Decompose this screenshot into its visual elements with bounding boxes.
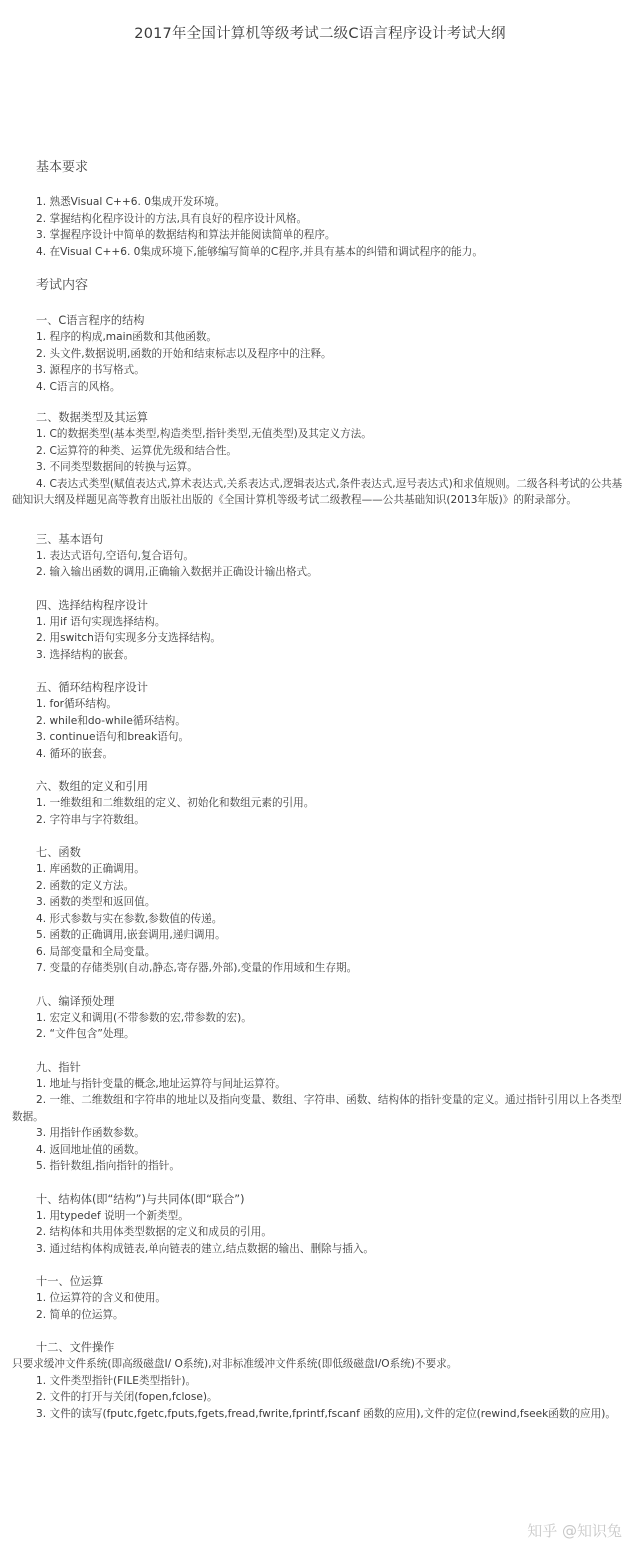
basic-requirements-heading: 基本要求 [36, 160, 89, 175]
watermark: 知乎 @知识兔 [527, 1522, 622, 1540]
list-item: 5. 函数的正确调用,嵌套调用,递归调用。 [36, 929, 226, 941]
list-item: 3. 源程序的书写格式。 [36, 364, 145, 376]
page-title: 2017年全国计算机等级考试二级C语言程序设计考试大纲 [134, 26, 506, 42]
document-body [12, 158, 632, 1422]
chapter-heading: 九、指针 [36, 1060, 81, 1074]
chapter-heading: 十一、位运算 [36, 1275, 104, 1288]
list-item: 4. 在Visual C++6. 0集成环境下,能够编写简单的C程序,并具有基本的纠错和调试程序的能力。 [36, 245, 483, 258]
chapter-heading: 五、循环结构程序设计 [36, 681, 148, 694]
list-item: 6. 局部变量和全局变量。 [36, 945, 156, 958]
list-item: 5. 指针数组,指向指针的指针。 [36, 1160, 180, 1172]
list-item: 1. for循环结构。 [36, 698, 118, 710]
list-item: 4. 形式参数与实在参数,参数值的传递。 [36, 912, 223, 925]
chapter-heading: 十、结构体(即“结构”)与共同体(即“联合”) [36, 1192, 245, 1206]
list-item: 1. 熟悉Visual C++6. 0集成开发环境。 [36, 196, 226, 208]
list-item: 4. 循环的嵌套。 [36, 747, 114, 760]
list-item: 4. 返回地址值的函数。 [36, 1143, 145, 1156]
list-item: 1. 用typedef 说明一个新类型。 [36, 1209, 189, 1222]
paragraph: 2. 一维、二维数组和字符串的地址以及指向变量、数组、字符串、函数、结构体的指针变量的定义。通过指针引用以上各类型数据。 [12, 1094, 622, 1123]
list-item: 2. 文件的打开与关闭(fopen,fclose)。 [36, 1391, 218, 1403]
list-item: 3. 通过结构体构成链表,单向链表的建立,结点数据的输出、删除与插入。 [36, 1242, 375, 1255]
list-item: 4. C语言的风格。 [36, 380, 121, 393]
list-item: 1. 位运算符的含义和使用。 [36, 1292, 167, 1304]
paragraph: 3. 文件的读写(fputc,fgetc,fputs,fgets,fread,fwrite,fprintf,fscanf 函数的应用),文件的定位(rewind,fseek函数的应用)。 [36, 1407, 616, 1420]
list-item: 1. C的数据类型(基本类型,构造类型,指针类型,无值类型)及其定义方法。 [36, 428, 372, 440]
list-item: 2. 函数的定义方法。 [36, 879, 135, 892]
list-item: 1. 用if 语句实现选择结构。 [36, 615, 166, 628]
list-item: 2. 头文件,数据说明,函数的开始和结束标志以及程序中的注释。 [36, 347, 332, 360]
chapter-heading: 四、选择结构程序设计 [36, 598, 148, 612]
list-item: 3. 不同类型数据间的转换与运算。 [36, 461, 198, 473]
list-item: 2. 掌握结构化程序设计的方法,具有良好的程序设计风格。 [36, 212, 308, 225]
list-item: 3. 用指针作函数参数。 [36, 1127, 145, 1139]
list-item: 2. 输入输出函数的调用,正确输入数据并正确设计输出格式。 [36, 566, 318, 578]
chapter-heading: 一、C语言程序的结构 [36, 314, 145, 327]
list-item: 7. 变量的存储类别(自动,静态,寄存器,外部),变量的作用域和生存期。 [36, 962, 358, 974]
list-item: 3. 选择结构的嵌套。 [36, 648, 135, 661]
list-item: 2. C运算符的种类、运算优先级和结合性。 [36, 444, 237, 457]
list-item: 2. 用switch语句实现多分支选择结构。 [36, 632, 222, 644]
list-item: 1. 表达式语句,空语句,复合语句。 [36, 549, 194, 562]
list-item: 1. 文件类型指针(FILE类型指针)。 [36, 1374, 197, 1387]
list-item: 1. 地址与指针变量的概念,地址运算符与间址运算符。 [36, 1077, 286, 1090]
list-item: 2. “文件包含”处理。 [36, 1028, 135, 1040]
chapter-heading: 七、函数 [36, 846, 81, 859]
list-item: 3. 掌握程序设计中简单的数据结构和算法并能阅读简单的程序。 [36, 229, 336, 241]
paragraph: 4. C表达式类型(赋值表达式,算术表达式,关系表达式,逻辑表达式,条件表达式,逗号表达式)和求值规则。二级各科考试的公共基础知识大纲及样题见高等教育出版社出版的《全国计算机等级考试二级教程——公共基础知识(2013年版)》的附录部分。 [12, 477, 623, 506]
chapter-heading: 二、数据类型及其运算 [36, 411, 148, 424]
list-item: 3. continue语句和break语句。 [36, 731, 190, 743]
list-item: 2. 字符串与字符数组。 [36, 813, 145, 826]
list-item: 2. while和do-while循环结构。 [36, 714, 186, 727]
list-item: 1. 程序的构成,main函数和其他函数。 [36, 331, 218, 343]
chapter-heading: 十二、文件操作 [36, 1341, 115, 1354]
list-item: 3. 函数的类型和返回值。 [36, 896, 156, 908]
intro-line: 只要求缓冲文件系统(即高级磁盘I/ O系统),对非标准缓冲文件系统(即低级磁盘I/O系统)不要求。 [12, 1358, 458, 1370]
chapter-heading: 三、基本语句 [36, 532, 104, 546]
list-item: 2. 结构体和共用体类型数据的定义和成员的引用。 [36, 1226, 272, 1238]
chapter-heading: 六、数组的定义和引用 [36, 780, 148, 793]
list-item: 1. 宏定义和调用(不带参数的宏,带参数的宏)。 [36, 1011, 252, 1024]
list-item: 1. 一维数组和二维数组的定义、初始化和数组元素的引用。 [36, 797, 315, 809]
list-item: 1. 库函数的正确调用。 [36, 863, 145, 875]
list-item: 2. 简单的位运算。 [36, 1308, 124, 1321]
chapter-heading: 八、编译预处理 [36, 994, 115, 1008]
exam-content-heading: 考试内容 [36, 278, 89, 293]
